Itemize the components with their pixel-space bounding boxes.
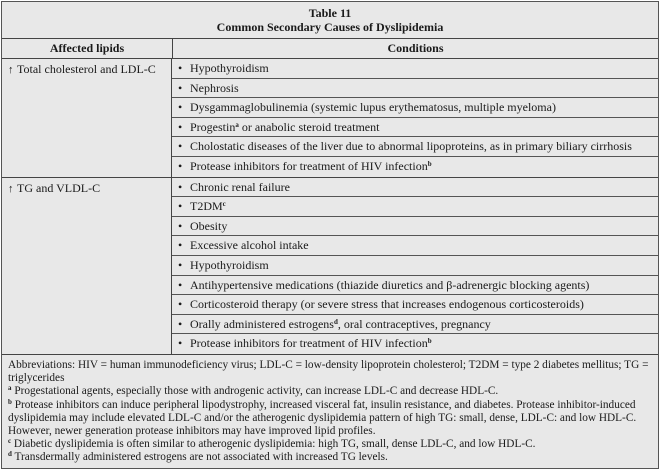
bullet-icon: • <box>178 257 183 272</box>
condition-text: Hypothyroidism <box>190 257 269 272</box>
table-title: Common Secondary Causes of Dyslipidemia <box>216 20 444 34</box>
condition-text: Chronic renal failure <box>190 179 290 194</box>
condition-item <box>172 157 658 177</box>
lipid-group-row <box>2 59 658 178</box>
condition-text: Corticosteroid therapy (or severe stress that increases endogenous corticosteroids) <box>190 297 584 312</box>
footnote-marker: d <box>333 317 338 326</box>
footnote-text: Transdermally administered estrogens are not associated with increased TG levels. <box>11 451 388 464</box>
footnote-text: Progestational agents, especially those with androgenic activity, can increase LDL-C and decrease HDL-C. <box>11 385 499 398</box>
header-affected-lipids: Affected lipids <box>2 39 173 58</box>
condition-item <box>172 197 658 217</box>
bullet-icon: • <box>178 158 183 173</box>
affected-lipid-label: TG and VLDL-C <box>17 180 101 195</box>
condition-item <box>172 137 658 157</box>
footnote <box>8 451 652 464</box>
up-arrow-icon: ↑ <box>8 64 14 76</box>
table-header-row <box>2 39 658 59</box>
abbreviations-note: Abbreviations: HIV = human immunodeficiency virus; LDL-C = low-density lipoprotein cholesterol; T2DM = type 2 diabetes mellitus; TG = triglycerides <box>8 358 649 385</box>
condition-text-continued: , oral contraceptives, pregnancy <box>337 316 491 331</box>
bullet-icon: • <box>178 336 183 351</box>
up-arrow-icon: ↑ <box>8 182 14 195</box>
bullet-icon: • <box>178 238 183 253</box>
bullet-icon: • <box>178 80 183 95</box>
footnote-marker: b <box>427 337 432 346</box>
condition-text: Progestin <box>190 119 236 134</box>
condition-text: Excessive alcohol intake <box>190 238 309 253</box>
affected-lipid-cell <box>2 59 172 177</box>
table-number: Table 11 <box>308 6 352 20</box>
affected-lipid-cell <box>2 178 172 354</box>
condition-item <box>172 178 658 198</box>
condition-item <box>172 334 658 354</box>
header-conditions: Conditions <box>387 41 444 55</box>
condition-item <box>172 276 658 296</box>
table-caption <box>2 2 658 39</box>
condition-text: Nephrosis <box>190 80 239 95</box>
dyslipidemia-table <box>1 1 659 469</box>
condition-item <box>172 118 658 138</box>
condition-text: Protease inhibitors for treatment of HIV infection <box>190 158 428 173</box>
bullet-icon: • <box>178 316 183 331</box>
bullet-icon: • <box>178 199 183 214</box>
bullet-icon: • <box>178 61 183 75</box>
condition-text: T2DM <box>190 199 223 214</box>
condition-text: Cholostatic diseases of the liver due to abnormal lipoproteins, as in primary biliary cirrhosis <box>190 139 632 154</box>
bullet-icon: • <box>178 100 183 115</box>
footnote <box>8 399 652 439</box>
condition-text: Antihypertensive medications (thiazide diuretics and β-adrenergic blocking agents) <box>190 277 590 292</box>
bullet-icon: • <box>178 139 183 154</box>
table-footnotes <box>2 355 658 468</box>
condition-item <box>172 315 658 335</box>
bullet-icon: • <box>178 218 183 233</box>
condition-item <box>172 217 658 237</box>
footnote-mark: a <box>8 384 12 393</box>
footnote-marker: a <box>235 120 239 129</box>
footnote <box>8 385 652 398</box>
footnote <box>8 438 652 451</box>
bullet-icon: • <box>178 277 183 292</box>
condition-text-continued: or anabolic steroid treatment <box>238 119 380 134</box>
bullet-icon: • <box>178 119 183 134</box>
condition-text: Obesity <box>190 218 228 233</box>
condition-text: Dysgammaglobulinemia (systemic lupus erythematosus, multiple myeloma) <box>190 100 556 115</box>
condition-item <box>172 236 658 256</box>
bullet-icon: • <box>178 297 183 312</box>
condition-item <box>172 295 658 315</box>
footnote-mark: d <box>8 450 12 459</box>
conditions-list <box>172 178 658 354</box>
lipid-group-row <box>2 178 658 355</box>
conditions-list <box>172 59 658 177</box>
affected-lipid-label: Total cholesterol and LDL-C <box>17 62 156 76</box>
footnote-mark: c <box>8 437 12 446</box>
footnote-marker: b <box>427 159 432 168</box>
condition-text: Protease inhibitors for treatment of HIV infection <box>190 336 428 351</box>
footnote-marker: c <box>222 200 226 209</box>
condition-item <box>172 256 658 276</box>
condition-item <box>172 59 658 79</box>
condition-item <box>172 98 658 118</box>
footnote-text: Protease inhibitors can induce peripheral lipodystrophy, increased visceral fat, insulin resistance, and diabetes. Protease inhibitor-induced dyslipidemia may include elevated LDL-C and/or the atherogenic dyslipidemia pattern of high TG: small, dense, LDL-C: and low HDL-C. However, newer generation protease inhibitors may have improved lipid profiles. <box>8 398 637 437</box>
footnote-text: Diabetic dyslipidemia is often similar to atherogenic dyslipidemia: high TG, small, dense LDL-C, and low HDL-C. <box>11 438 536 451</box>
condition-item <box>172 79 658 99</box>
condition-text: Hypothyroidism <box>190 61 269 75</box>
footnote-mark: b <box>8 397 12 406</box>
condition-text: Orally administered estrogens <box>190 316 334 331</box>
bullet-icon: • <box>178 179 183 194</box>
